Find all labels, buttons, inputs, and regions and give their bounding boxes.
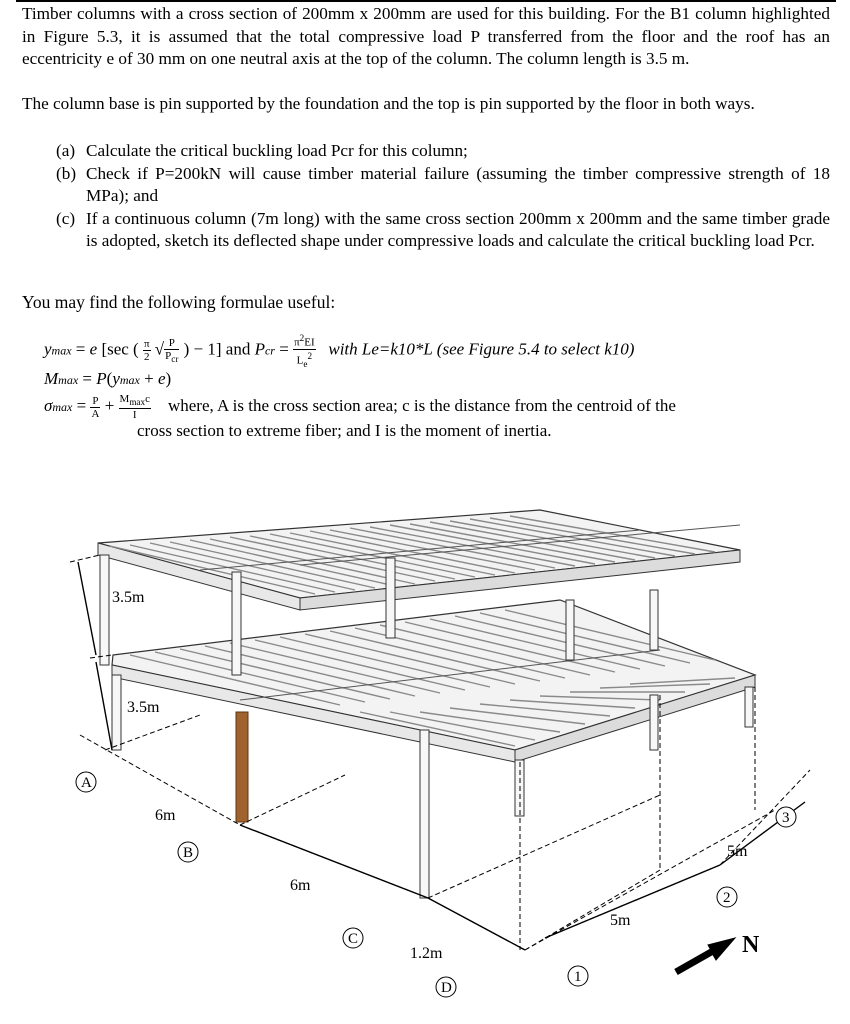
height-label-lower: 3.5m bbox=[127, 699, 160, 716]
question-label: (b) bbox=[56, 163, 77, 183]
formula-ymax-pcr: ymax = e [sec ( $\frac{\pi}{2}$ √ $\frac{P}{P_{cr}}$ ) − 1] and Pcr = $\frac{\pi^2EI}{L_e^2}$ with Le=k10*L (see Figure 5.4 to select k10) bbox=[44, 333, 635, 369]
question-label: (a) bbox=[56, 141, 76, 160]
question-list bbox=[56, 140, 830, 253]
highlighted-b1-column bbox=[236, 712, 248, 822]
question-item bbox=[56, 140, 830, 163]
grid-label-c: C bbox=[348, 931, 359, 947]
grid-label-d: D bbox=[441, 980, 452, 996]
grid-label-1: 1 bbox=[574, 969, 582, 985]
north-arrow-shaft bbox=[676, 947, 720, 972]
span-label-12: 5m bbox=[610, 912, 631, 929]
formula-sigma-max: σmax = $\frac{P}{A}$ + $\frac{M_{max}c}{I}$ where, A is the cross section area; c is the distance from the centroid of the bbox=[44, 393, 676, 422]
span-label-ab: 6m bbox=[155, 807, 176, 824]
span-dimension-lines bbox=[240, 802, 805, 950]
intro-paragraph-1: Timber columns with a cross section of 200mm x 200mm are used for this building. For the B1 column highlighted in Figure 5.3, it is assumed that the total compressive load P transferred from the floor and the roof has an eccentricity e of 30 mm on one neutral axis at the top of the column. The column length is 3.5 m. bbox=[22, 4, 830, 68]
grid-label-a: A bbox=[81, 775, 92, 791]
span-label-23: 5m bbox=[727, 843, 748, 860]
formula-mmax: Mmax = P(ymax + e) bbox=[44, 369, 172, 388]
north-label: N bbox=[742, 932, 760, 958]
span-label-cd: 1.2m bbox=[410, 945, 443, 962]
question-text: Check if P=200kN will cause timber material failure (assuming the timber compressive strength of 18 MPa); and bbox=[86, 163, 830, 205]
intro-paragraph-2: The column base is pin supported by the foundation and the top is pin supported by the floor in both ways. bbox=[22, 94, 755, 113]
grid-label-2: 2 bbox=[723, 890, 731, 906]
formula-note-where: where, A is the cross section area; c is the distance from the centroid of the bbox=[167, 396, 676, 415]
formulae-heading: You may find the following formulae useful: bbox=[22, 292, 336, 312]
building-figure bbox=[0, 450, 850, 1024]
formula-note-le: with Le=k10*L (see Figure 5.4 to select k10) bbox=[328, 339, 635, 359]
span-label-bc: 6m bbox=[290, 877, 311, 894]
height-label-upper: 3.5m bbox=[112, 589, 145, 606]
top-rule bbox=[16, 0, 836, 2]
formula-note-continued: cross section to extreme fiber; and I is the moment of inertia. bbox=[137, 421, 552, 440]
question-label: (c) bbox=[56, 208, 76, 228]
question-text: If a continuous column (7m long) with the same cross section 200mm x 200mm and the same timber grade is adopted, sketch its deflected shape under compressive loads and calculate the critical buckling load Pcr. bbox=[86, 208, 830, 250]
grid-label-b: B bbox=[183, 845, 194, 861]
floor-slab bbox=[112, 600, 755, 762]
question-item bbox=[56, 163, 830, 208]
grid-label-3: 3 bbox=[782, 810, 790, 826]
question-item bbox=[56, 208, 830, 253]
question-text: Calculate the critical buckling load Pcr for this column; bbox=[86, 141, 468, 160]
